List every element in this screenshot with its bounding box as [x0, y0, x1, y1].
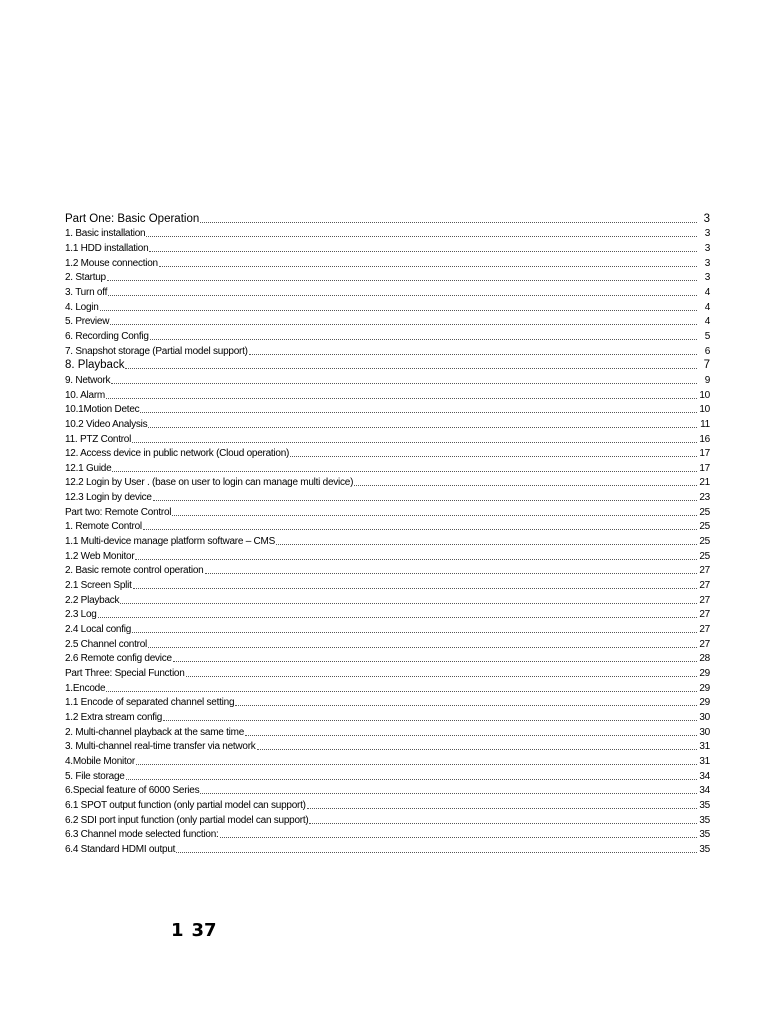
toc-entry-page-number: 28 [699, 653, 710, 665]
toc-entry-title: 10.2 Video Analysis [65, 418, 148, 430]
toc-entry-page-number: 29 [699, 682, 710, 694]
toc-entry-title: 11. PTZ Control [65, 433, 132, 445]
toc-entry[interactable] [65, 255, 710, 270]
toc-entry-title: 1.2 Mouse connection [65, 257, 158, 269]
toc-leader-dots [307, 807, 697, 809]
toc-leader-dots [163, 719, 697, 721]
toc-leader-dots [235, 704, 697, 706]
toc-entry-page-number: 10 [699, 404, 710, 416]
toc-entry-page-number: 29 [699, 697, 710, 709]
toc-leader-dots [150, 338, 697, 340]
toc-entry[interactable] [65, 284, 710, 299]
toc-entry-page-number: 35 [699, 799, 710, 811]
toc-entry-title: 5. Preview [65, 316, 110, 328]
toc-entry[interactable] [65, 680, 710, 695]
toc-entry-page-number: 3 [703, 212, 710, 225]
toc-leader-dots [106, 690, 697, 692]
toc-entry-title: 6.4 Standard HDMI output [65, 843, 176, 855]
toc-leader-dots [125, 367, 697, 369]
toc-leader-dots [148, 426, 697, 428]
toc-entry-page-number: 17 [699, 448, 710, 460]
toc-entry[interactable] [65, 841, 710, 856]
toc-entry-page-number: 31 [699, 755, 710, 767]
toc-entry[interactable] [65, 607, 710, 622]
toc-entry[interactable] [65, 797, 710, 812]
current-page-number: 1 [171, 920, 184, 941]
toc-entry-title: 1.Encode [65, 682, 106, 694]
table-of-contents [65, 211, 710, 856]
toc-leader-dots [112, 470, 697, 472]
toc-entry[interactable] [65, 431, 710, 446]
toc-leader-dots [290, 455, 697, 457]
toc-leader-dots [135, 558, 697, 560]
toc-entry-page-number: 27 [699, 565, 710, 577]
toc-entry[interactable] [65, 270, 710, 285]
toc-entry-page-number: 4 [704, 301, 710, 313]
toc-entry-page-number: 23 [699, 492, 710, 504]
toc-leader-dots [200, 221, 697, 223]
toc-entry[interactable] [65, 460, 710, 475]
toc-entry[interactable] [65, 211, 710, 226]
toc-entry-page-number: 31 [699, 741, 710, 753]
toc-entry-page-number: 25 [699, 521, 710, 533]
toc-entry-title: 4.Mobile Monitor [65, 755, 135, 767]
toc-entry-title: 8. Playback [65, 359, 125, 372]
toc-leader-dots [107, 279, 697, 281]
toc-entry-title: 7. Snapshot storage (Partial model support) [65, 345, 248, 357]
toc-entry[interactable] [65, 621, 710, 636]
toc-leader-dots [186, 675, 697, 677]
toc-leader-dots [257, 748, 697, 750]
toc-entry-title: 1.2 Extra stream config [65, 711, 163, 723]
toc-leader-dots [108, 294, 697, 296]
toc-entry-page-number: 6 [704, 345, 710, 357]
toc-leader-dots [100, 309, 697, 311]
page-indicator [171, 920, 225, 941]
toc-entry-title: 12. Access device in public network (Cloud operation) [65, 448, 290, 460]
toc-entry-page-number: 25 [699, 536, 710, 548]
toc-entry-title: Part two: Remote Control [65, 506, 172, 518]
toc-entry-title: 10.1Motion Detec [65, 404, 140, 416]
toc-entry[interactable] [65, 724, 710, 739]
toc-entry-title: 1. Remote Control [65, 521, 142, 533]
toc-entry[interactable] [65, 446, 710, 461]
toc-entry-page-number: 11 [700, 418, 710, 430]
toc-entry[interactable] [65, 475, 710, 490]
toc-leader-dots [120, 602, 697, 604]
toc-entry-page-number: 30 [699, 726, 710, 738]
toc-leader-dots [354, 484, 697, 486]
toc-entry[interactable] [65, 240, 710, 255]
toc-entry[interactable] [65, 416, 710, 431]
toc-leader-dots [173, 660, 697, 662]
toc-entry[interactable] [65, 577, 710, 592]
toc-entry-title: 12.1 Guide [65, 462, 112, 474]
toc-entry-page-number: 27 [699, 609, 710, 621]
toc-entry[interactable] [65, 695, 710, 710]
toc-entry-page-number: 16 [699, 433, 710, 445]
toc-entry-title: 2. Multi-channel playback at the same time [65, 726, 245, 738]
toc-entry-title: 9. Network [65, 374, 111, 386]
toc-entry[interactable] [65, 489, 710, 504]
toc-entry[interactable] [65, 343, 710, 358]
toc-entry-page-number: 27 [699, 580, 710, 592]
toc-entry-page-number: 34 [699, 770, 710, 782]
toc-leader-dots [205, 572, 698, 574]
toc-leader-dots [126, 778, 697, 780]
toc-entry[interactable] [65, 226, 710, 241]
toc-leader-dots [249, 353, 697, 355]
toc-leader-dots [111, 382, 697, 384]
toc-entry-title: 1.1 Encode of separated channel setting [65, 697, 235, 709]
toc-leader-dots [140, 411, 697, 413]
toc-leader-dots [136, 763, 697, 765]
toc-entry-title: 2.4 Local config [65, 624, 132, 636]
toc-leader-dots [200, 792, 697, 794]
toc-entry-title: 3. Turn off [65, 286, 108, 298]
toc-entry[interactable] [65, 372, 710, 387]
toc-entry-title: Part Three: Special Function [65, 668, 185, 679]
toc-entry[interactable] [65, 636, 710, 651]
toc-entry[interactable] [65, 783, 710, 798]
toc-entry-title: 1.1 Multi-device manage platform software – CMS [65, 536, 276, 548]
toc-leader-dots [245, 734, 697, 736]
toc-entry-title: 12.3 Login by device [65, 492, 152, 504]
toc-entry-page-number: 4 [704, 286, 710, 298]
toc-entry-page-number: 27 [699, 624, 710, 636]
toc-entry[interactable] [65, 709, 710, 724]
toc-entry-title: 1. Basic installation [65, 228, 146, 240]
toc-entry[interactable] [65, 402, 710, 417]
toc-entry-page-number: 27 [699, 638, 710, 650]
toc-entry-page-number: 29 [699, 668, 710, 679]
toc-entry-title: 6.3 Channel mode selected function: [65, 829, 219, 841]
toc-entry[interactable] [65, 533, 710, 548]
toc-entry[interactable] [65, 299, 710, 314]
toc-entry[interactable] [65, 504, 710, 519]
toc-entry-title: 1.2 Web Monitor [65, 550, 135, 562]
toc-leader-dots [106, 397, 697, 399]
toc-entry-page-number: 3 [704, 228, 710, 240]
toc-entry[interactable] [65, 827, 710, 842]
toc-leader-dots [98, 616, 697, 618]
toc-leader-dots [309, 822, 697, 824]
toc-entry-title: 5. File storage [65, 770, 125, 782]
toc-entry[interactable] [65, 314, 710, 329]
toc-entry[interactable] [65, 739, 710, 754]
toc-leader-dots [146, 235, 697, 237]
toc-entry-title: 6.2 SDI port input function (only partial model can support) [65, 814, 309, 826]
toc-entry-page-number: 21 [699, 477, 710, 489]
total-pages-number: 37 [191, 920, 217, 941]
toc-entry-page-number: 34 [699, 785, 710, 797]
toc-entry[interactable] [65, 387, 710, 402]
toc-entry-title: 2.3 Log [65, 609, 97, 621]
toc-entry[interactable] [65, 753, 710, 768]
toc-leader-dots [176, 851, 697, 853]
toc-entry-title: 2.2 Playback [65, 594, 120, 606]
toc-entry[interactable] [65, 665, 710, 680]
toc-entry-title: 2.1 Screen Split [65, 580, 132, 592]
toc-entry-page-number: 5 [704, 330, 710, 342]
toc-leader-dots [143, 528, 697, 530]
toc-leader-dots [110, 323, 697, 325]
toc-entry-page-number: 35 [699, 843, 710, 855]
toc-entry[interactable] [65, 328, 710, 343]
toc-entry-title: 10. Alarm [65, 389, 105, 401]
toc-leader-dots [159, 265, 697, 267]
toc-entry[interactable] [65, 563, 710, 578]
toc-entry-page-number: 9 [704, 374, 710, 386]
toc-entry[interactable] [65, 812, 710, 827]
toc-leader-dots [172, 514, 697, 516]
toc-leader-dots [132, 441, 697, 443]
toc-entry-title: 1.1 HDD installation [65, 242, 149, 254]
toc-entry-page-number: 35 [699, 814, 710, 826]
toc-entry[interactable] [65, 651, 710, 666]
toc-entry[interactable] [65, 519, 710, 534]
toc-entry-page-number: 27 [699, 594, 710, 606]
toc-entry-page-number: 3 [704, 272, 710, 284]
toc-entry-title: 4. Login [65, 301, 99, 313]
toc-entry[interactable] [65, 592, 710, 607]
toc-entry-page-number: 10 [699, 389, 710, 401]
toc-leader-dots [133, 587, 697, 589]
toc-leader-dots [220, 836, 697, 838]
toc-entry-page-number: 25 [699, 506, 710, 518]
toc-entry-page-number: 3 [704, 242, 710, 254]
toc-entry-page-number: 17 [699, 462, 710, 474]
toc-entry-title: 2.5 Channel control [65, 638, 147, 650]
toc-leader-dots [153, 499, 697, 501]
toc-entry-title: 12.2 Login by User . (base on user to login can manage multi device) [65, 477, 354, 489]
toc-entry-title: 2. Basic remote control operation [65, 565, 204, 577]
toc-entry-page-number: 4 [704, 316, 710, 328]
toc-leader-dots [132, 631, 697, 633]
toc-entry-title: Part One: Basic Operation [65, 212, 200, 225]
toc-leader-dots [148, 646, 697, 648]
toc-entry-page-number: 7 [703, 359, 710, 372]
toc-entry[interactable] [65, 358, 710, 373]
toc-entry[interactable] [65, 768, 710, 783]
toc-leader-dots [276, 543, 697, 545]
toc-entry-title: 6. Recording Config [65, 330, 149, 342]
toc-entry-page-number: 30 [699, 711, 710, 723]
toc-leader-dots [149, 250, 697, 252]
toc-entry-title: 2.6 Remote config device [65, 653, 172, 665]
toc-entry-page-number: 35 [699, 829, 710, 841]
toc-entry-page-number: 25 [699, 550, 710, 562]
toc-entry-title: 2. Startup [65, 272, 106, 284]
toc-entry-title: 3. Multi-channel real-time transfer via network [65, 741, 256, 753]
toc-entry-page-number: 3 [704, 257, 710, 269]
toc-entry-title: 6.1 SPOT output function (only partial model can support) [65, 799, 306, 811]
toc-entry[interactable] [65, 548, 710, 563]
toc-entry-title: 6.Special feature of 6000 Series [65, 785, 200, 797]
